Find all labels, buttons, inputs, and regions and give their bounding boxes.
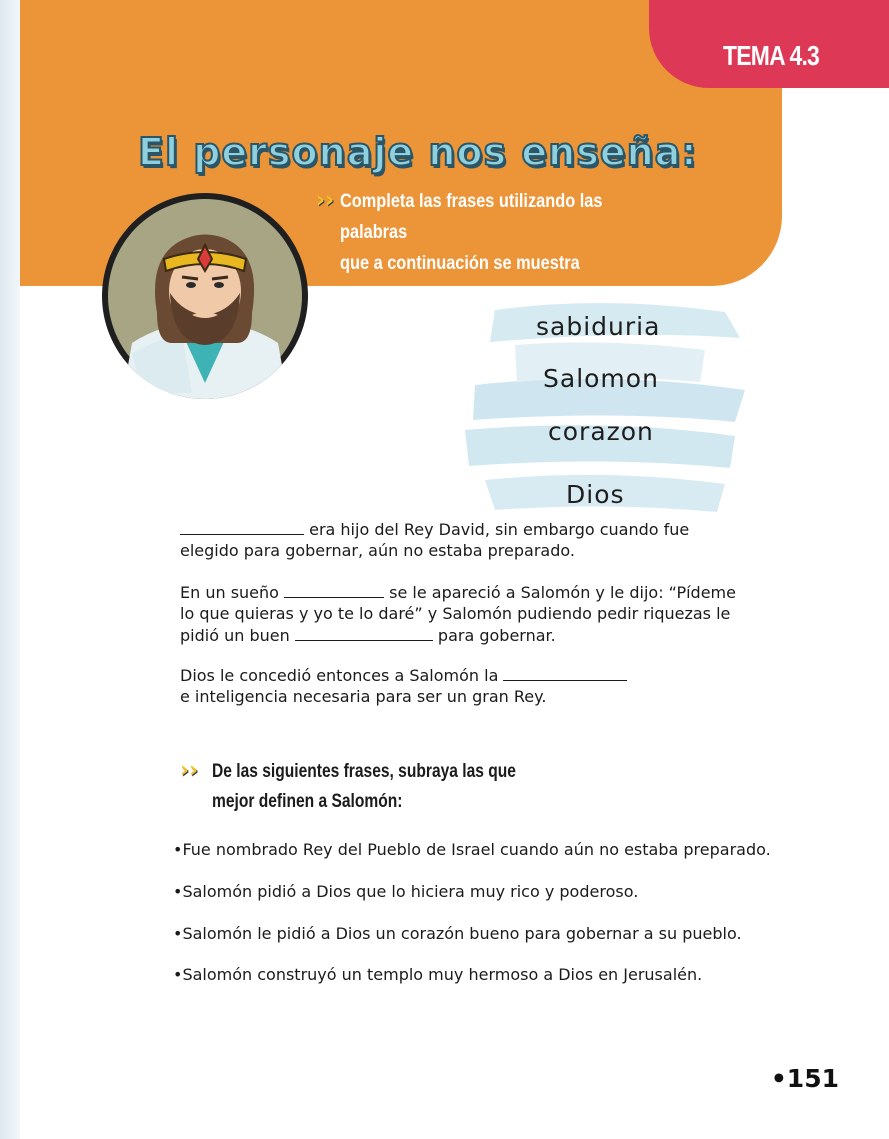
paragraph-text: En un sueño	[180, 583, 279, 602]
double-chevron-icon: › ›	[180, 758, 199, 783]
word-bank-item: Dios	[566, 480, 625, 509]
tema-label: TEMA 4.3	[723, 40, 819, 71]
word-bank-item: sabiduria	[536, 312, 661, 341]
answer-blank[interactable]	[284, 581, 384, 598]
fill-in-paragraph-3	[180, 664, 800, 707]
double-chevron-icon: › ›	[316, 188, 335, 213]
instruction-line-1: De las siguientes frases, subraya las que	[212, 761, 517, 782]
page-number: •151	[770, 1064, 839, 1093]
king-icon	[102, 193, 308, 399]
sentence-option[interactable]: •Fue nombrado Rey del Pueblo de Israel cuando aún no estaba preparado.	[173, 840, 771, 859]
instruction-text	[340, 186, 667, 279]
paragraph-text: pidió un buen	[180, 626, 290, 645]
fill-in-paragraph-1	[180, 518, 800, 561]
sentence-option[interactable]: •Salomón construyó un templo muy hermoso a Dios en Jerusalén.	[173, 965, 703, 984]
instruction-line-2: que a continuación se muestra	[340, 253, 580, 274]
answer-blank[interactable]	[180, 518, 304, 535]
answer-blank[interactable]	[503, 664, 627, 681]
instruction-underline	[180, 760, 592, 817]
paragraph-text: e inteligencia necesaria para ser un gran Rey.	[180, 687, 547, 706]
paragraph-text: era hijo del Rey David, sin embargo cuando fue	[309, 520, 690, 539]
page-title: El personaje nos enseña:	[138, 130, 698, 174]
word-bank-item: Salomon	[543, 364, 659, 393]
instruction-line-1: Completa las frases utilizando las palabras	[340, 191, 603, 243]
paragraph-text: para gobernar.	[437, 626, 556, 645]
instruction-line-2: mejor definen a Salomón:	[212, 791, 403, 812]
paragraph-text: Dios le concedió entonces a Salomón la	[180, 666, 499, 685]
instruction-fill-words	[316, 190, 720, 279]
fill-in-paragraph-2	[180, 581, 800, 646]
tema-tab	[649, 0, 889, 88]
paragraph-text: elegido para gobernar, aún no estaba preparado.	[180, 541, 575, 560]
paragraph-text: se le apareció a Salomón y le dijo: “Pídeme	[389, 583, 736, 602]
paragraph-text: lo que quieras y yo te lo daré” y Salomón pudiendo pedir riquezas le	[180, 604, 731, 623]
solomon-portrait	[102, 193, 308, 399]
sentence-option[interactable]: •Salomón pidió a Dios que lo hiciera muy rico y poderoso.	[173, 882, 639, 901]
left-margin-strip	[0, 0, 20, 1139]
word-bank-item: corazon	[548, 417, 654, 446]
instruction-text	[212, 757, 524, 817]
answer-blank[interactable]	[295, 624, 433, 641]
sentence-option[interactable]: •Salomón le pidió a Dios un corazón bueno para gobernar a su pueblo.	[173, 924, 742, 943]
